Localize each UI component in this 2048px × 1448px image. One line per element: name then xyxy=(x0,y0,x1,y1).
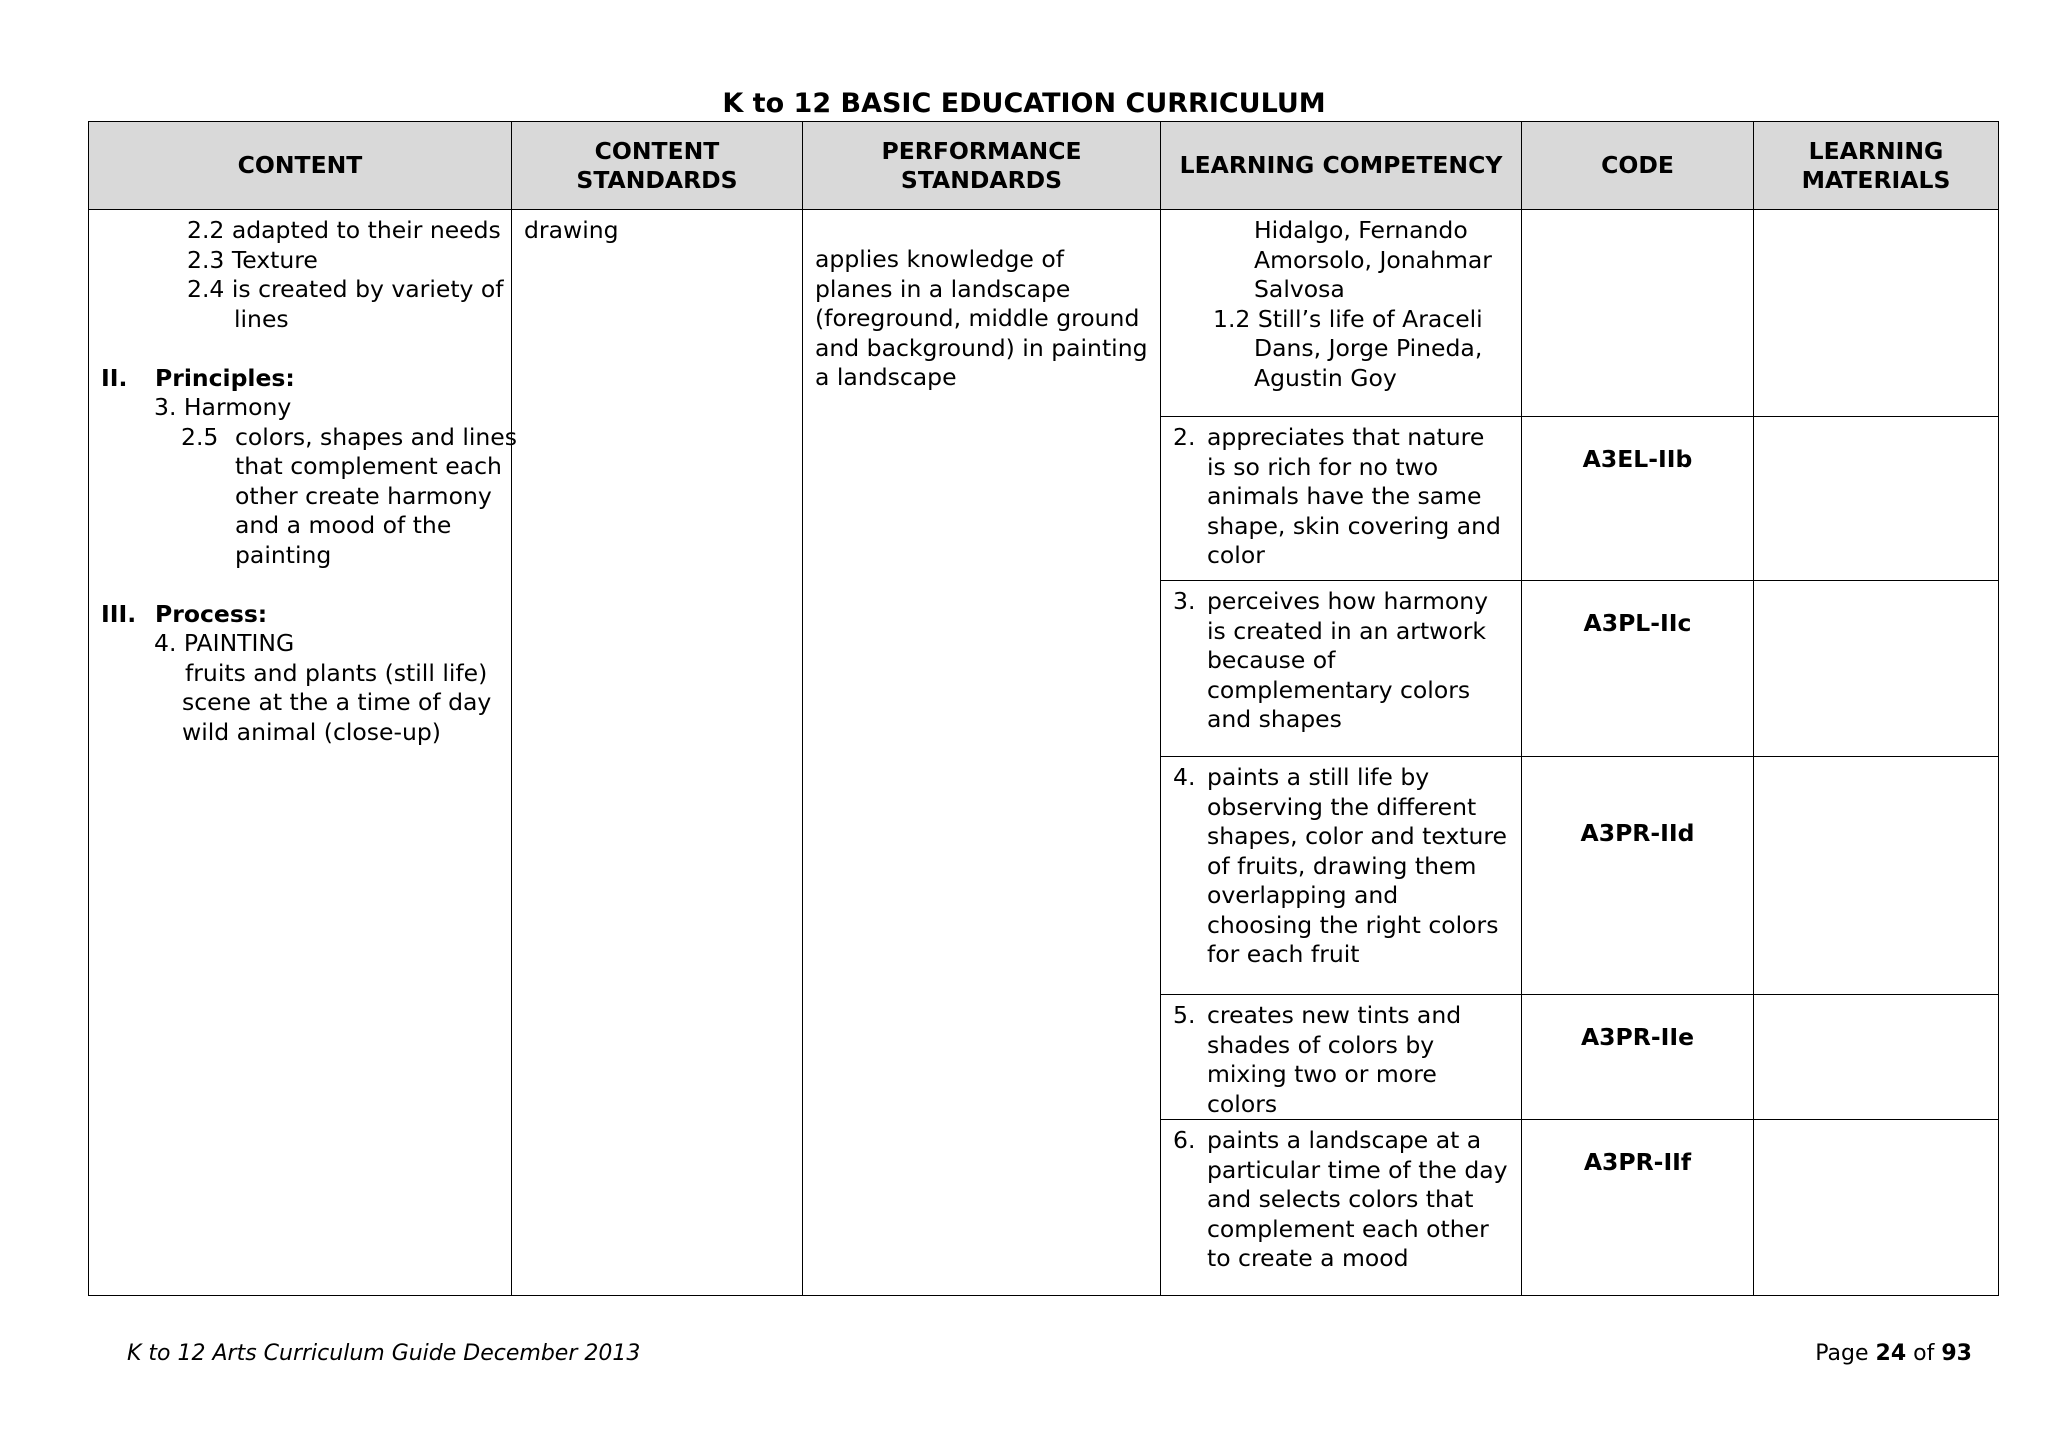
table-row xyxy=(89,210,1999,417)
curriculum-table xyxy=(88,121,1999,1296)
materials-cell xyxy=(1754,210,1999,417)
footer-page-number xyxy=(1815,1341,1972,1366)
code-cell: A3PR-IId xyxy=(1522,757,1754,995)
process-heading xyxy=(101,600,499,630)
footer-document-name: K to 12 Arts Curriculum Guide December 2013 xyxy=(127,1341,641,1366)
competency-cell xyxy=(1161,210,1522,417)
competency-text: appreciates that nature is so rich for no two animals have the same shape, skin covering and color xyxy=(1207,423,1501,569)
competency-cell xyxy=(1161,995,1522,1120)
competency-number: 5. xyxy=(1173,1001,1196,1029)
footer-of-word: of xyxy=(1913,1341,1935,1366)
header-learning-competency: LEARNING COMPETENCY xyxy=(1161,122,1522,210)
competency-cell xyxy=(1161,417,1522,581)
competency-line: Hidalgo, Fernando xyxy=(1254,216,1468,244)
content-standards-text: drawing xyxy=(524,216,619,244)
principles-label: Principles: xyxy=(155,363,295,392)
code-cell: A3PL-IIc xyxy=(1522,581,1754,757)
content-line xyxy=(101,422,518,453)
footer-page-total: 93 xyxy=(1941,1341,1972,1366)
competency-cell xyxy=(1161,1120,1522,1296)
content-line: 2.4 is created by variety of xyxy=(187,275,504,303)
competency-line: Salvosa xyxy=(1254,275,1345,303)
competency-text: creates new tints and shades of colors by mixing two or more colors xyxy=(1207,1001,1462,1118)
principles-heading xyxy=(101,364,499,394)
competency-item xyxy=(1173,1001,1509,1119)
spacer xyxy=(101,570,499,600)
content-number: 2.5 xyxy=(181,422,219,451)
process-label: Process: xyxy=(155,599,268,628)
competency-number: 6. xyxy=(1173,1126,1196,1154)
competency-number: 3. xyxy=(1173,587,1196,615)
competency-cell xyxy=(1161,581,1522,757)
content-line: other create harmony xyxy=(235,481,492,510)
competency-line: Agustin Goy xyxy=(1254,363,1397,392)
content-line: 2.2 adapted to their needs xyxy=(187,216,501,244)
header-content: CONTENT xyxy=(89,122,512,210)
header-content-standards xyxy=(512,122,803,210)
content-line: and a mood of the xyxy=(235,511,452,539)
materials-cell xyxy=(1754,581,1999,757)
competency-text: paints a still life by observing the different shapes, color and texture of fruits, drawing them overlapping and choosing the right colors for each fruit xyxy=(1207,763,1507,968)
footer-page-word: Page xyxy=(1815,1341,1869,1366)
code-cell: A3EL-IIb xyxy=(1522,417,1754,581)
materials-cell xyxy=(1754,757,1999,995)
materials-cell xyxy=(1754,1120,1999,1296)
competency-item xyxy=(1173,423,1509,571)
competency-number: 2. xyxy=(1173,423,1196,451)
competency-line: Dans, Jorge Pineda, xyxy=(1254,334,1483,362)
content-line: wild animal (close-up) xyxy=(182,717,441,746)
content-line: lines xyxy=(234,304,289,333)
header-performance-standards-text: PERFORMANCE STANDARDS xyxy=(881,136,1082,194)
content-line: 3. Harmony xyxy=(154,393,292,421)
competency-number: 4. xyxy=(1173,763,1196,791)
competency-item xyxy=(1173,1126,1509,1274)
principles-number: II. xyxy=(101,363,128,392)
header-code: CODE xyxy=(1522,122,1754,210)
content-line: 2.3 Texture xyxy=(187,245,318,274)
header-content-standards-text: CONTENT STANDARDS xyxy=(576,136,738,194)
content-standards-cell xyxy=(512,210,803,1296)
content-cell xyxy=(89,210,518,1296)
header-learning-materials xyxy=(1754,122,1999,210)
spacer xyxy=(101,334,499,364)
content-line: scene at the a time of day xyxy=(182,688,492,716)
code-cell: A3PR-IIf xyxy=(1522,1120,1754,1296)
content-line: fruits and plants (still life) xyxy=(185,658,488,687)
content-line: that complement each xyxy=(235,452,502,480)
header-learning-materials-text: LEARNING MATERIALS xyxy=(1801,136,1951,194)
performance-standards-text: applies knowledge of planes in a landscape (foreground, middle ground and background) in painting a landscape xyxy=(815,245,1148,391)
performance-standards-cell xyxy=(803,210,1161,1296)
materials-cell xyxy=(1754,417,1999,581)
competency-line: Amorsolo, Jonahmar xyxy=(1254,245,1492,274)
process-number: III. xyxy=(101,599,137,628)
content-text: colors, shapes and lines xyxy=(235,422,518,451)
competency-text: paints a landscape at a particular time of the day and selects colors that complement each other to create a mood xyxy=(1207,1126,1508,1272)
footer-page-current: 24 xyxy=(1875,1341,1907,1366)
content-line: 4. PAINTING xyxy=(154,629,295,657)
competency-cell xyxy=(1161,757,1522,995)
competency-line xyxy=(1173,305,1509,335)
materials-cell xyxy=(1754,995,1999,1120)
competency-number: 1.2 xyxy=(1213,304,1251,333)
code-cell: A3PR-IIe xyxy=(1522,995,1754,1120)
header-performance-standards xyxy=(803,122,1161,210)
document-title: K to 12 BASIC EDUCATION CURRICULUM xyxy=(722,88,1326,119)
competency-text: Still’s life of Araceli xyxy=(1257,304,1483,333)
content-line: painting xyxy=(235,540,332,569)
competency-item xyxy=(1173,587,1509,735)
competency-item xyxy=(1173,763,1509,970)
competency-text: perceives how harmony is created in an artwork because of complementary colors and shapes xyxy=(1207,587,1489,733)
code-cell xyxy=(1522,210,1754,417)
header-row xyxy=(89,122,1999,210)
